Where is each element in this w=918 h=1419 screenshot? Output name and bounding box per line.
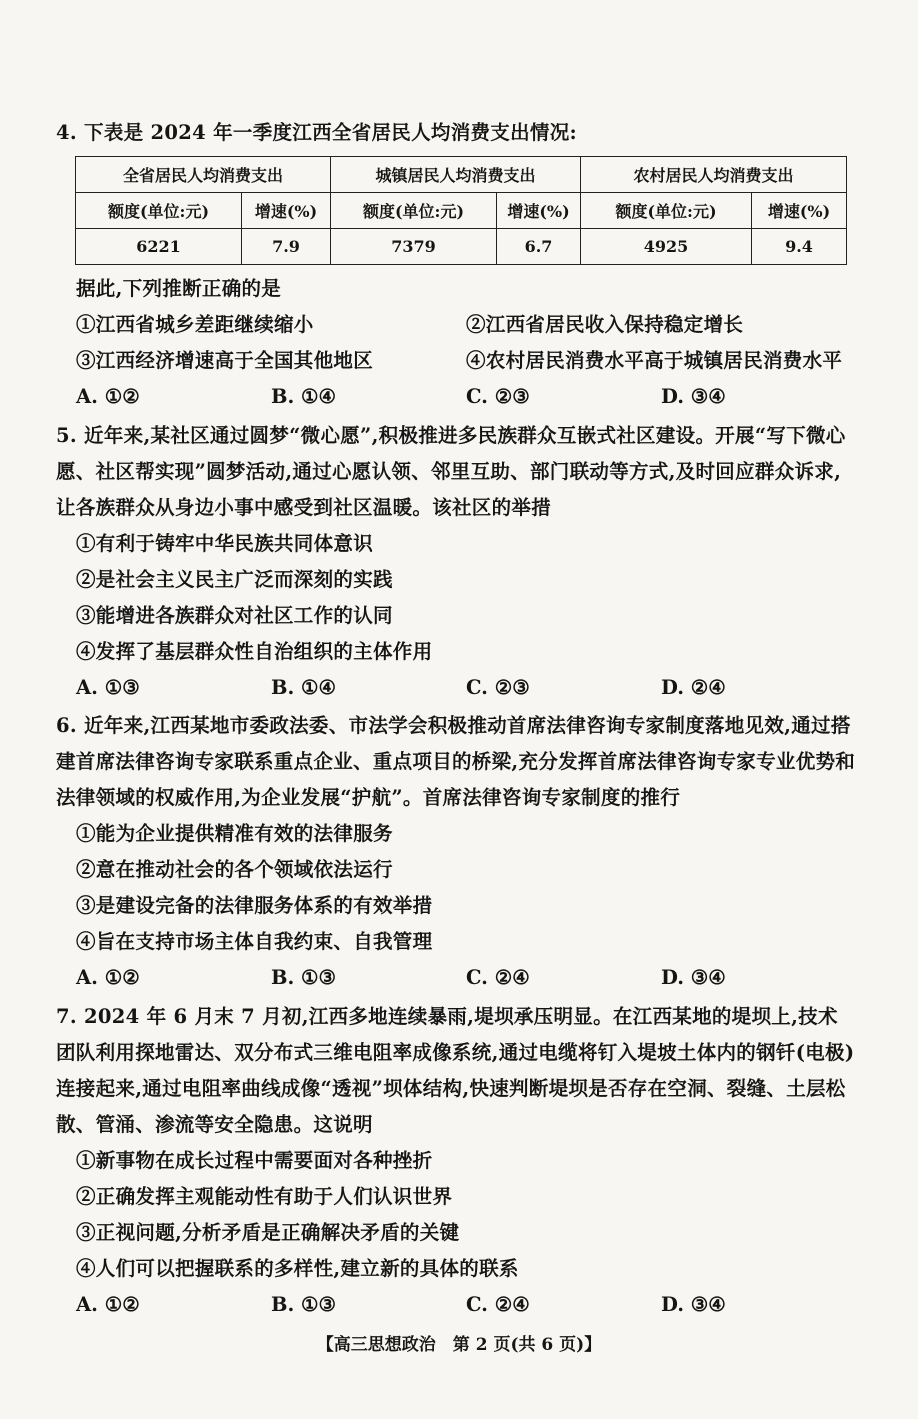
answer-choices [56, 1287, 856, 1323]
option-2: ②意在推动社会的各个领域依法运行 [76, 858, 393, 881]
question-4-stem: 4. 下表是 2024 年一季度江西全省居民人均消费支出情况: [56, 121, 577, 144]
option-2: ②是社会主义民主广泛而深刻的实践 [76, 568, 393, 591]
option-4: ④发挥了基层群众性自治组织的主体作用 [76, 640, 433, 663]
question-4-body [56, 271, 856, 415]
answer-d: D. ③④ [661, 966, 726, 989]
question-4-prompt: 据此,下列推断正确的是 [76, 277, 282, 300]
option-4: ④人们可以把握联系的多样性,建立新的具体的联系 [76, 1257, 519, 1280]
table-cell: 9.4 [752, 229, 847, 265]
consumption-table [75, 156, 847, 265]
answer-choices [56, 379, 856, 415]
answer-c: C. ②④ [466, 1293, 530, 1316]
page-footer: 【高三思想政治 第 2 页(共 6 页)】 [316, 1335, 602, 1355]
answer-c: C. ②④ [466, 966, 530, 989]
question-7 [56, 999, 856, 1323]
question-6-stem: 6. 近年来,江西某地市委政法委、市法学会积极推动首席法律咨询专家制度落地见效,通过搭建首席法律咨询专家联系重点企业、重点项目的桥梁,充分发挥首席法律咨询专家专业优势和法律领域的权威作用,为企业发展“护航”。首席法律咨询专家制度的推行 [56, 714, 856, 809]
option-1: ①能为企业提供精准有效的法律服务 [76, 822, 393, 845]
option-2: ②正确发挥主观能动性有助于人们认识世界 [76, 1185, 453, 1208]
answer-a: A. ①② [76, 385, 140, 408]
question-6 [56, 708, 856, 996]
option-4: ④农村居民消费水平高于城镇居民消费水平 [466, 349, 843, 372]
table-subheader-rate: 增速(%) [752, 193, 847, 229]
question-5-stem: 5. 近年来,某社区通过圆梦“微心愿”,积极推进多民族群众互嵌式社区建设。开展“写下微心愿、社区帮实现”圆梦活动,通过心愿认领、邻里互助、部门联动等方式,及时回应群众诉求,让各族群众从身边小事中感受到社区温暖。该社区的举措 [56, 424, 846, 519]
answer-a: A. ①② [76, 1293, 140, 1316]
question-4 [56, 115, 856, 151]
option-4: ④旨在支持市场主体自我约束、自我管理 [76, 930, 433, 953]
option-1: ①江西省城乡差距继续缩小 [76, 313, 314, 336]
table-cell: 7379 [331, 229, 497, 265]
option-1: ①有利于铸牢中华民族共同体意识 [76, 532, 374, 555]
answer-a: A. ①③ [76, 676, 140, 699]
answer-choices [56, 670, 856, 706]
answer-b: B. ①③ [271, 1293, 337, 1316]
option-2: ②江西省居民收入保持稳定增长 [466, 313, 744, 336]
question-5 [56, 418, 856, 706]
table-cell: 6.7 [497, 229, 581, 265]
answer-d: D. ②④ [661, 676, 726, 699]
table-subheader-rate: 增速(%) [497, 193, 581, 229]
answer-c: C. ②③ [466, 385, 530, 408]
table-cell: 4925 [581, 229, 752, 265]
table-subheader-amount: 额度(单位:元) [331, 193, 497, 229]
answer-b: B. ①④ [271, 385, 337, 408]
answer-b: B. ①③ [271, 966, 337, 989]
question-7-stem: 7. 2024 年 6 月末 7 月初,江西多地连续暴雨,堤坝承压明显。在江西某地的堤坝上,技术团队利用探地雷达、双分布式三维电阻率成像系统,通过电缆将钉入堤坡土体内的钢钎(电极)连接起来,通过电阻率曲线成像“透视”坝体结构,快速判断堤坝是否存在空洞、裂缝、土层松散、管涌、渗流等安全隐患。这说明 [56, 1005, 855, 1136]
table-subheader-amount: 额度(单位:元) [76, 193, 242, 229]
answer-b: B. ①④ [271, 676, 337, 699]
option-3: ③正视问题,分析矛盾是正确解决矛盾的关键 [76, 1221, 460, 1244]
table-subheader-amount: 额度(单位:元) [581, 193, 752, 229]
option-3: ③是建设完备的法律服务体系的有效举措 [76, 894, 433, 917]
answer-choices [56, 960, 856, 996]
table-header-rural: 农村居民人均消费支出 [581, 157, 847, 193]
answer-a: A. ①② [76, 966, 140, 989]
option-3: ③能增进各族群众对社区工作的认同 [76, 604, 393, 627]
answer-d: D. ③④ [661, 1293, 726, 1316]
option-1: ①新事物在成长过程中需要面对各种挫折 [76, 1149, 433, 1172]
table-header-urban: 城镇居民人均消费支出 [331, 157, 581, 193]
table-cell: 6221 [76, 229, 242, 265]
option-3: ③江西经济增速高于全国其他地区 [76, 349, 374, 372]
answer-c: C. ②③ [466, 676, 530, 699]
table-header-province: 全省居民人均消费支出 [76, 157, 331, 193]
table-subheader-rate: 增速(%) [242, 193, 331, 229]
answer-d: D. ③④ [661, 385, 726, 408]
table-cell: 7.9 [242, 229, 331, 265]
